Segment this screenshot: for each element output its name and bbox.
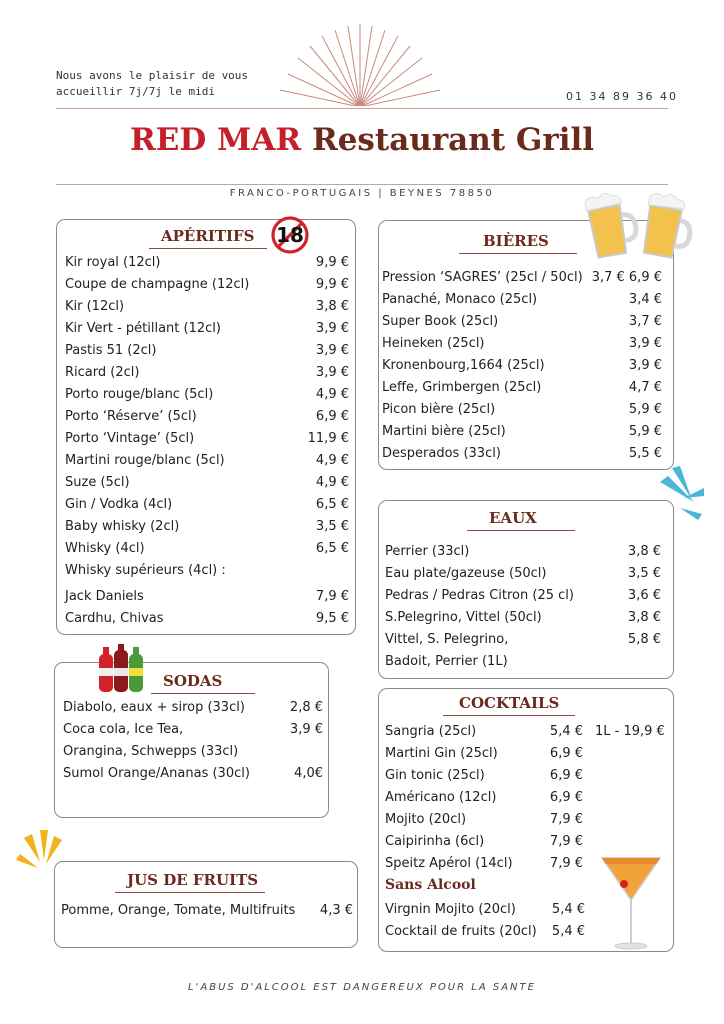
item-name: Cocktail de fruits (20cl) xyxy=(385,924,537,939)
whisky-superieurs-label: Whisky supérieurs (4cl) : xyxy=(65,563,226,578)
item-price: 4,0€ xyxy=(294,766,323,781)
item-price: 9,9 € xyxy=(315,277,349,292)
item-name: Sumol Orange/Ananas (30cl) xyxy=(63,766,250,781)
aperitifs-section xyxy=(56,219,356,635)
item-price: 3,9 € xyxy=(315,343,349,358)
item-price: 3,9 € xyxy=(315,321,349,336)
item-price: 5,9 € xyxy=(628,424,662,439)
menu-item xyxy=(385,607,667,629)
item-name: Perrier (33cl) xyxy=(385,544,470,559)
item-name: Super Book (25cl) xyxy=(382,314,499,329)
menu-item xyxy=(385,585,667,607)
menu-item xyxy=(385,787,669,809)
menu-item xyxy=(65,472,349,494)
item-name: Virgnin Mojito (20cl) xyxy=(385,902,516,917)
item-name: Porto ‘Vintage’ (5cl) xyxy=(65,431,195,446)
menu-item xyxy=(65,428,349,450)
item-name: Kir Vert - pétillant (12cl) xyxy=(65,321,221,336)
item-name: Gin / Vodka (4cl) xyxy=(65,497,173,512)
item-name: Porto ‘Réserve’ (5cl) xyxy=(65,409,197,424)
title-restaurant-grill: Restaurant Grill xyxy=(301,122,595,158)
restaurant-title xyxy=(0,122,724,158)
item-price: 6,9 € xyxy=(549,790,583,805)
item-name: Pedras / Pedras Citron (25 cl) xyxy=(385,588,574,603)
aperitifs-list xyxy=(65,252,349,630)
menu-item xyxy=(385,721,669,743)
item-price: 6,9 € xyxy=(549,768,583,783)
item-name: Pastis 51 (2cl) xyxy=(65,343,157,358)
beer-mugs-icon xyxy=(570,186,700,266)
item-name: Pomme, Orange, Tomate, Multifruits xyxy=(61,903,296,918)
menu-item xyxy=(385,743,669,765)
menu-item xyxy=(65,274,349,296)
item-price: 5,4 € xyxy=(551,924,585,939)
sunburst-decoration xyxy=(270,22,450,112)
item-name: Martini rouge/blanc (5cl) xyxy=(65,453,225,468)
item-name: Badoit, Perrier (1L) xyxy=(385,654,508,669)
menu-item xyxy=(63,763,325,785)
item-price: 3,8 € xyxy=(315,299,349,314)
item-name: Coupe de champagne (12cl) xyxy=(65,277,250,292)
sodas-underline xyxy=(151,693,255,694)
menu-item xyxy=(382,267,667,289)
welcome-line-2: accueillir 7j/7j le midi xyxy=(56,85,215,98)
menu-item xyxy=(385,541,667,563)
item-name: Mojito (20cl) xyxy=(385,812,467,827)
menu-item xyxy=(385,563,667,585)
item-name: Martini Gin (25cl) xyxy=(385,746,498,761)
item-price: 6,9 € xyxy=(315,409,349,424)
item-price: 6,5 € xyxy=(315,497,349,512)
age-18-text: 18 xyxy=(276,223,304,247)
menu-item xyxy=(382,443,667,465)
item-name: Caipirinha (6cl) xyxy=(385,834,485,849)
item-name: S.Pelegrino, Vittel (50cl) xyxy=(385,610,542,625)
sodas-list xyxy=(63,697,325,785)
soda-bottles-icon xyxy=(94,644,148,694)
menu-item xyxy=(382,311,667,333)
item-price: 3,4 € xyxy=(628,292,662,307)
item-price: 4,9 € xyxy=(315,387,349,402)
jus-list xyxy=(61,900,353,922)
menu-item xyxy=(65,406,349,428)
item-name: Américano (12cl) xyxy=(385,790,497,805)
item-price: 5,8 € xyxy=(627,632,661,647)
item-price: 7,9 € xyxy=(315,589,349,604)
eaux-list xyxy=(385,541,667,673)
item-name: Coca cola, Ice Tea, xyxy=(63,722,184,737)
alcohol-warning: L'ABUS D'ALCOOL EST DANGEREUX POUR LA SANTE xyxy=(188,982,536,993)
item-name: Jack Daniels xyxy=(65,589,144,604)
item-price: 3,9 € xyxy=(628,336,662,351)
bieres-title: BIÈRES xyxy=(483,232,549,250)
item-name: Desperados (33cl) xyxy=(382,446,501,461)
item-price: 7,9 € xyxy=(549,856,583,871)
item-price: 4,9 € xyxy=(315,453,349,468)
item-price: 3,6 € xyxy=(627,588,661,603)
item-price: 3,7 € xyxy=(628,314,662,329)
menu-item xyxy=(382,355,667,377)
title-red-mar: RED MAR xyxy=(129,122,302,158)
item-name: Panaché, Monaco (25cl) xyxy=(382,292,538,307)
item-name: Baby whisky (2cl) xyxy=(65,519,180,534)
menu-item xyxy=(65,362,349,384)
item-name: Ricard (2cl) xyxy=(65,365,140,380)
cocktails-title: COCKTAILS xyxy=(459,694,560,712)
item-name: Eau plate/gazeuse (50cl) xyxy=(385,566,547,581)
item-name: Heineken (25cl) xyxy=(382,336,485,351)
menu-item xyxy=(385,765,669,787)
item-price: 4,9 € xyxy=(315,475,349,490)
menu-item xyxy=(63,719,325,741)
item-name: Vittel, S. Pelegrino, xyxy=(385,632,509,647)
item-price: 5,9 € xyxy=(628,402,662,417)
item-price: 3,8 € xyxy=(627,610,661,625)
item-price: 3,5 € xyxy=(627,566,661,581)
item-price: 5,5 € xyxy=(628,446,662,461)
menu-item xyxy=(65,296,349,318)
subtitle: FRANCO-PORTUGAIS | BEYNES 78850 xyxy=(229,188,495,199)
item-name: Kronenbourg,1664 (25cl) xyxy=(382,358,545,373)
bieres-underline xyxy=(459,253,577,254)
menu-item xyxy=(65,450,349,472)
menu-item xyxy=(65,516,349,538)
item-name: Porto rouge/blanc (5cl) xyxy=(65,387,214,402)
header-rule-bottom xyxy=(56,184,668,185)
aperitifs-underline xyxy=(149,248,267,249)
menu-item xyxy=(385,809,669,831)
item-price: 9,5 € xyxy=(315,611,349,626)
item-price: 3,5 € xyxy=(315,519,349,534)
item-price: 9,9 € xyxy=(315,255,349,270)
jus-section xyxy=(54,861,358,948)
welcome-line-1: Nous avons le plaisir de vous xyxy=(56,69,249,82)
menu-item xyxy=(63,741,325,763)
age-18-badge xyxy=(270,215,310,255)
item-price: 11,9 € xyxy=(307,431,349,446)
menu-item xyxy=(65,384,349,406)
item-name: Suze (5cl) xyxy=(65,475,130,490)
menu-item xyxy=(65,494,349,516)
orange-splash-decoration xyxy=(14,826,66,876)
welcome-text xyxy=(56,68,248,100)
menu-item xyxy=(65,586,349,608)
sans-alcool-title: Sans Alcool xyxy=(385,877,476,893)
item-price: 7,9 € xyxy=(549,812,583,827)
item-name: Diabolo, eaux + sirop (33cl) xyxy=(63,700,245,715)
item-price: 4,3 € xyxy=(319,903,353,918)
sodas-title: SODAS xyxy=(163,672,223,690)
cocktails-underline xyxy=(443,715,575,716)
menu-item xyxy=(385,831,669,853)
item-name: Martini bière (25cl) xyxy=(382,424,506,439)
item-name: Cardhu, Chivas xyxy=(65,611,164,626)
item-price: 3,8 € xyxy=(627,544,661,559)
menu-item xyxy=(61,900,353,922)
menu-item xyxy=(63,697,325,719)
eaux-underline xyxy=(467,530,575,531)
item-name: Whisky (4cl) xyxy=(65,541,145,556)
phone-number[interactable]: 01 34 89 36 40 xyxy=(566,90,678,103)
menu-item xyxy=(65,608,349,630)
item-price: 6,5 € xyxy=(315,541,349,556)
menu-item xyxy=(385,629,667,651)
item-name: Kir royal (12cl) xyxy=(65,255,161,270)
item-price: 4,7 € xyxy=(628,380,662,395)
jus-underline xyxy=(115,892,265,893)
item-name: Gin tonic (25cl) xyxy=(385,768,485,783)
menu-item xyxy=(65,538,349,560)
menu-item xyxy=(65,318,349,340)
menu-item xyxy=(385,899,605,921)
item-name: Kir (12cl) xyxy=(65,299,125,314)
item-price: 5,4 € xyxy=(551,902,585,917)
menu-item xyxy=(382,421,667,443)
item-name: Pression ‘SAGRES’ (25cl / 50cl) xyxy=(382,270,583,285)
item-extra-price: 1L - 19,9 € xyxy=(595,724,665,739)
item-name: Leffe, Grimbergen (25cl) xyxy=(382,380,542,395)
cocktails-list xyxy=(385,721,669,875)
bieres-list xyxy=(382,267,667,465)
item-name: Orangina, Schwepps (33cl) xyxy=(63,744,239,759)
menu-item xyxy=(385,651,667,673)
menu-item xyxy=(382,399,667,421)
aperitifs-title: APÉRITIFS xyxy=(161,227,255,245)
cocktail-glass-icon xyxy=(598,854,664,954)
item-price: 3,7 € 6,9 € xyxy=(591,270,662,285)
menu-item xyxy=(382,377,667,399)
item-price: 5,4 € xyxy=(549,724,583,739)
item-price: 6,9 € xyxy=(549,746,583,761)
item-name: Picon bière (25cl) xyxy=(382,402,496,417)
item-price: 2,8 € xyxy=(289,700,323,715)
item-name: Speitz Apérol (14cl) xyxy=(385,856,513,871)
header-rule-top xyxy=(56,108,668,109)
menu-item xyxy=(65,252,349,274)
menu-item xyxy=(385,921,605,943)
menu-item xyxy=(65,340,349,362)
menu-item xyxy=(382,333,667,355)
item-price: 3,9 € xyxy=(315,365,349,380)
sans-alcool-list xyxy=(385,899,605,943)
item-name: Sangria (25cl) xyxy=(385,724,477,739)
jus-title: JUS DE FRUITS xyxy=(127,871,259,889)
item-price: 3,9 € xyxy=(289,722,323,737)
eaux-section xyxy=(378,500,674,679)
item-price: 7,9 € xyxy=(549,834,583,849)
eaux-title: EAUX xyxy=(489,509,537,527)
item-price: 3,9 € xyxy=(628,358,662,373)
menu-item xyxy=(382,289,667,311)
